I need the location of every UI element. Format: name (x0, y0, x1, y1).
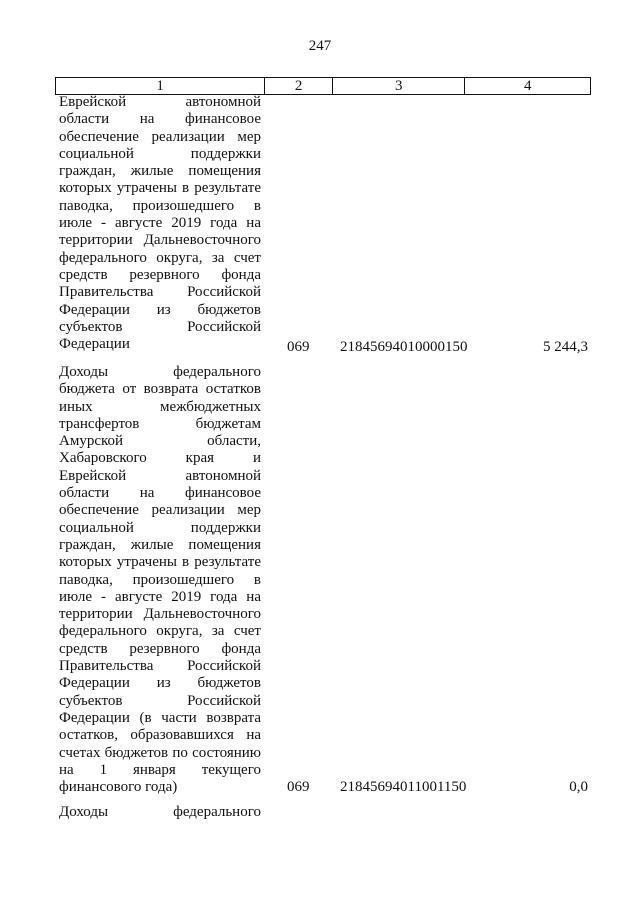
row-2-line: субъектов Российской (59, 692, 261, 709)
row-2-admin-code: 069 (287, 779, 310, 795)
row-2-description (59, 364, 261, 796)
row-1-line: Федерации (59, 336, 130, 353)
row-3-line: Доходы федерального (59, 804, 261, 820)
row-1-line: социальной поддержки (59, 145, 261, 162)
row-2-line: финансового года) (59, 779, 178, 796)
row-2-line: июле - августе 2019 года на (59, 588, 261, 605)
row-2-line: средств резервного фонда (59, 640, 261, 657)
row-2-line: Федерации из бюджетов (59, 675, 261, 692)
header-col-2: 2 (265, 78, 333, 94)
row-1-line: обеспечение реализации мер (59, 128, 261, 145)
row-2-line: бюджета от возврата остатков (59, 381, 261, 398)
table-header (55, 77, 591, 95)
row-1-line: июле - августе 2019 года на (59, 215, 261, 232)
row-2-line: остатков, образовавшихся на (59, 727, 261, 744)
row-2-line: паводка, произошедшего в (59, 571, 261, 588)
row-2-line: Правительства Российской (59, 658, 261, 675)
row-1-line: территории Дальневосточного (59, 232, 261, 249)
row-1-line: Федерации из бюджетов (59, 301, 261, 318)
page-number: 247 (308, 38, 332, 54)
row-2-line: Еврейской автономной (59, 467, 261, 484)
row-2-line: Доходы федерального (59, 364, 261, 380)
row-1-description (59, 94, 261, 353)
row-1-line: Еврейской автономной (59, 94, 261, 110)
header-col-1: 1 (56, 78, 265, 94)
row-3-description (59, 804, 261, 821)
row-1-line: средств резервного фонда (59, 266, 261, 283)
row-1-line: паводка, произошедшего в (59, 197, 261, 214)
row-2-line: на 1 января текущего (59, 761, 261, 778)
row-2-line: счетах бюджетов по состоянию (59, 744, 261, 761)
row-1-amount: 5 244,3 (543, 339, 588, 355)
row-2-line: которых утрачены в результате (59, 554, 261, 571)
row-1-budget-code: 21845694010000150 (340, 339, 468, 355)
row-1-line: федерального округа, за счет (59, 249, 261, 266)
header-col-3: 3 (333, 78, 466, 94)
row-2-line: трансфертов бюджетам (59, 415, 261, 432)
row-2-line: социальной поддержки (59, 519, 261, 536)
row-2-line: федерального округа, за счет (59, 623, 261, 640)
row-2-amount: 0,0 (569, 779, 588, 795)
row-1-line: которых утрачены в результате (59, 180, 261, 197)
row-2-line: Амурской области, (59, 433, 261, 450)
row-1-line: субъектов Российской (59, 318, 261, 335)
row-2-line: обеспечение реализации мер (59, 502, 261, 519)
header-col-4: 4 (523, 78, 532, 94)
row-2-line: граждан, жилые помещения (59, 536, 261, 553)
row-1-admin-code: 069 (287, 339, 310, 355)
row-1-line: граждан, жилые помещения (59, 163, 261, 180)
row-2-budget-code: 21845694011001150 (340, 779, 467, 795)
row-2-line: территории Дальневосточного (59, 606, 261, 623)
row-1-line: Правительства Российской (59, 284, 261, 301)
row-2-line: Хабаровского края и (59, 450, 261, 467)
row-2-line: иных межбюджетных (59, 398, 261, 415)
row-2-line: области на финансовое (59, 485, 261, 502)
row-2-line: Федерации (в части возврата (59, 709, 261, 726)
row-1-line: области на финансовое (59, 111, 261, 128)
